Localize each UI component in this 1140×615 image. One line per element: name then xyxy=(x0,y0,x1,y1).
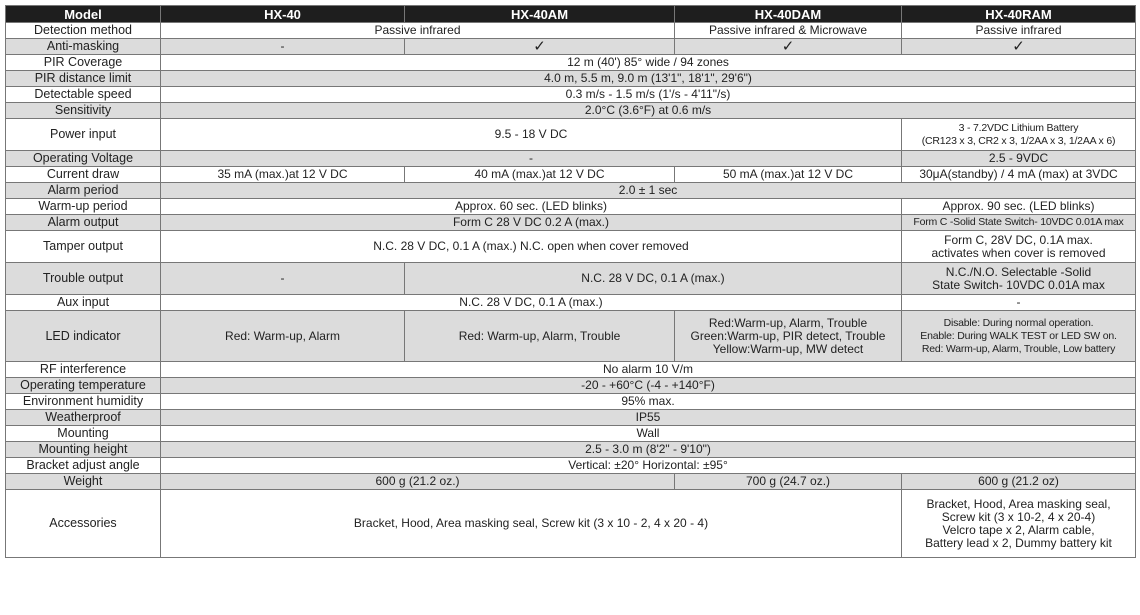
spec-label: PIR Coverage xyxy=(6,55,161,71)
spec-value-line: 2.5 - 3.0 m (8'2" - 9'10") xyxy=(585,442,711,456)
spec-value xyxy=(161,295,902,311)
spec-value-line: Enable: During WALK TEST or LED SW on. xyxy=(920,329,1117,342)
spec-value xyxy=(161,410,1136,426)
spec-value xyxy=(902,119,1136,151)
spec-value xyxy=(902,231,1136,263)
spec-label: Operating Voltage xyxy=(6,151,161,167)
spec-label: RF interference xyxy=(6,362,161,378)
spec-value-line: Red:Warm-up, Alarm, Trouble xyxy=(708,315,868,330)
spec-label: Weight xyxy=(6,474,161,490)
spec-value-line: 40 mA (max.)at 12 V DC xyxy=(474,167,605,181)
spec-value-line: Velcro tape x 2, Alarm cable, xyxy=(942,522,1095,537)
spec-label: Detectable speed xyxy=(6,87,161,103)
spec-row xyxy=(6,263,1136,295)
spec-row xyxy=(6,410,1136,426)
spec-row xyxy=(6,215,1136,231)
spec-value-line: 9.5 - 18 V DC xyxy=(494,127,568,141)
spec-value xyxy=(675,474,902,490)
spec-value xyxy=(161,167,405,183)
spec-label: Warm-up period xyxy=(6,199,161,215)
spec-value-line: - xyxy=(280,39,285,53)
spec-label: Sensitivity xyxy=(6,103,161,119)
spec-value-line: (CR123 x 3, CR2 x 3, 1/2AA x 3, 1/2AA x 6) xyxy=(921,134,1116,147)
spec-row xyxy=(6,490,1136,558)
spec-label: Anti-masking xyxy=(6,39,161,55)
spec-value xyxy=(161,39,405,55)
spec-value-line: State Switch- 10VDC 0.01A max xyxy=(932,277,1105,292)
spec-label: Alarm period xyxy=(6,183,161,199)
spec-value xyxy=(675,23,902,39)
spec-value-line: 600 g (21.2 oz) xyxy=(978,474,1059,488)
checkmark-icon: ✓ xyxy=(781,38,795,55)
spec-row xyxy=(6,71,1136,87)
spec-value-line: Passive infrared xyxy=(975,23,1062,37)
spec-value-line: 2.5 - 9VDC xyxy=(988,151,1049,165)
spec-label: Alarm output xyxy=(6,215,161,231)
spec-value-line: N.C./N.O. Selectable -Solid xyxy=(945,264,1092,279)
spec-value xyxy=(902,23,1136,39)
spec-label: Weatherproof xyxy=(6,410,161,426)
spec-label: Accessories xyxy=(6,490,161,558)
spec-value-line: - xyxy=(280,271,285,285)
spec-row xyxy=(6,311,1136,362)
spec-value xyxy=(405,167,675,183)
spec-row xyxy=(6,103,1136,119)
spec-value xyxy=(902,295,1136,311)
spec-value xyxy=(902,490,1136,558)
spec-value-line: Red: Warm-up, Alarm xyxy=(225,328,340,343)
spec-value-line: Bracket, Hood, Area masking seal, xyxy=(926,496,1111,511)
spec-value-line: 2.0°C (3.6°F) at 0.6 m/s xyxy=(584,103,712,117)
spec-value-line: Green:Warm-up, PIR detect, Trouble xyxy=(690,328,886,343)
spec-value-line: - xyxy=(529,151,533,165)
spec-value xyxy=(902,215,1136,231)
spec-value-line: Passive infrared & Microwave xyxy=(708,23,868,37)
spec-label: Power input xyxy=(6,119,161,151)
spec-value xyxy=(161,103,1136,119)
spec-value xyxy=(161,151,902,167)
spec-row xyxy=(6,23,1136,39)
spec-value-line: Vertical: ±20° Horizontal: ±95° xyxy=(568,458,728,472)
spec-label: Environment humidity xyxy=(6,394,161,410)
spec-row xyxy=(6,474,1136,490)
spec-label: PIR distance limit xyxy=(6,71,161,87)
spec-row xyxy=(6,183,1136,199)
spec-value xyxy=(161,183,1136,199)
spec-row xyxy=(6,378,1136,394)
spec-value xyxy=(161,55,1136,71)
spec-value xyxy=(161,394,1136,410)
spec-value-line: 0.3 m/s - 1.5 m/s (1'/s - 4'11"/s) xyxy=(565,87,731,101)
spec-value-line: 12 m (40') 85° wide / 94 zones xyxy=(567,55,729,69)
spec-value-line: Wall xyxy=(636,426,660,440)
spec-value xyxy=(902,263,1136,295)
spec-row xyxy=(6,39,1136,55)
header-model-hx-40dam: HX-40DAM xyxy=(675,6,902,23)
spec-value xyxy=(405,263,902,295)
spec-table-header xyxy=(6,6,1136,23)
spec-row xyxy=(6,362,1136,378)
spec-value xyxy=(161,378,1136,394)
spec-value-line: Passive infrared xyxy=(374,23,461,37)
spec-value xyxy=(902,311,1136,362)
spec-value-line: - xyxy=(1016,295,1021,309)
spec-value-line: 600 g (21.2 oz.) xyxy=(375,474,460,488)
spec-value-line: Battery lead x 2, Dummy battery kit xyxy=(925,535,1112,550)
spec-value xyxy=(902,199,1136,215)
spec-value-line: 3 - 7.2VDC Lithium Battery xyxy=(958,121,1079,134)
spec-value-line: Red: Warm-up, Alarm, Trouble, Low battery xyxy=(921,342,1116,355)
spec-value xyxy=(902,39,1136,55)
spec-value-line: Red: Warm-up, Alarm, Trouble xyxy=(458,328,621,343)
spec-value xyxy=(161,199,902,215)
header-row xyxy=(6,6,1136,23)
spec-row xyxy=(6,394,1136,410)
spec-value xyxy=(161,87,1136,103)
spec-value-line: Form C, 28V DC, 0.1A max. xyxy=(944,232,1093,247)
spec-value-line: N.C. 28 V DC, 0.1 A (max.) xyxy=(459,295,603,309)
spec-value xyxy=(161,490,902,558)
spec-value-line: 700 g (24.7 oz.) xyxy=(745,474,831,488)
spec-value-line: -20 - +60°C (-4 - +140°F) xyxy=(581,378,715,392)
spec-label: Mounting height xyxy=(6,442,161,458)
spec-value xyxy=(161,231,902,263)
spec-value xyxy=(902,474,1136,490)
spec-label: Operating temperature xyxy=(6,378,161,394)
spec-label: Trouble output xyxy=(6,263,161,295)
spec-value-line: Screw kit (3 x 10-2, 4 x 20-4) xyxy=(941,509,1096,524)
spec-row xyxy=(6,295,1136,311)
spec-value-line: Disable: During normal operation. xyxy=(943,316,1094,329)
spec-row xyxy=(6,426,1136,442)
spec-label: Mounting xyxy=(6,426,161,442)
spec-value-line: Form C -Solid State Switch- 10VDC 0.01A max xyxy=(913,216,1124,228)
spec-value xyxy=(161,23,675,39)
spec-value-line: IP55 xyxy=(635,410,661,424)
header-model-hx-40: HX-40 xyxy=(161,6,405,23)
spec-value xyxy=(675,167,902,183)
spec-label: Aux input xyxy=(6,295,161,311)
header-model-hx-40ram: HX-40RAM xyxy=(902,6,1136,23)
spec-value xyxy=(161,474,675,490)
spec-value-line: Approx. 60 sec. (LED blinks) xyxy=(454,199,608,213)
spec-value-line: 95% max. xyxy=(621,394,675,408)
spec-table xyxy=(5,5,1136,558)
spec-row xyxy=(6,55,1136,71)
spec-row xyxy=(6,119,1136,151)
spec-value-line: N.C. 28 V DC, 0.1 A (max.) N.C. open when cover removed xyxy=(373,239,689,253)
spec-value-line: N.C. 28 V DC, 0.1 A (max.) xyxy=(581,271,725,285)
spec-value xyxy=(161,458,1136,474)
spec-row xyxy=(6,151,1136,167)
spec-value-line: 2.0 ± 1 sec xyxy=(618,183,678,197)
spec-table-body xyxy=(6,23,1136,558)
spec-value xyxy=(161,442,1136,458)
spec-value xyxy=(161,215,902,231)
spec-value xyxy=(405,39,675,55)
spec-label: Bracket adjust angle xyxy=(6,458,161,474)
spec-value xyxy=(161,263,405,295)
spec-value-line: Bracket, Hood, Area masking seal, Screw kit (3 x 10 - 2, 4 x 20 - 4) xyxy=(353,516,709,530)
spec-value xyxy=(405,311,675,362)
header-model-hx-40am: HX-40AM xyxy=(405,6,675,23)
spec-label: Current draw xyxy=(6,167,161,183)
spec-value xyxy=(161,426,1136,442)
spec-value-line: Yellow:Warm-up, MW detect xyxy=(712,341,864,356)
spec-value xyxy=(902,167,1136,183)
spec-value-line: 4.0 m, 5.5 m, 9.0 m (13'1", 18'1", 29'6") xyxy=(544,71,752,85)
spec-value xyxy=(902,151,1136,167)
spec-value xyxy=(675,311,902,362)
spec-row xyxy=(6,167,1136,183)
spec-value-line: No alarm 10 V/m xyxy=(602,362,694,376)
spec-row xyxy=(6,87,1136,103)
spec-value-line: 50 mA (max.)at 12 V DC xyxy=(722,167,854,181)
spec-row xyxy=(6,231,1136,263)
spec-value xyxy=(161,71,1136,87)
spec-value-line: 35 mA (max.)at 12 V DC xyxy=(217,167,348,181)
spec-value-line: activates when cover is removed xyxy=(931,245,1106,260)
spec-value xyxy=(675,39,902,55)
spec-value-line: Approx. 90 sec. (LED blinks) xyxy=(942,199,1095,213)
spec-value xyxy=(161,119,902,151)
spec-value-line: 30μA(standby) / 4 mA (max) at 3VDC xyxy=(919,167,1118,181)
header-model-label: Model xyxy=(6,6,161,23)
spec-label: Tamper output xyxy=(6,231,161,263)
checkmark-icon: ✓ xyxy=(533,38,546,55)
checkmark-icon: ✓ xyxy=(1012,38,1025,55)
spec-value xyxy=(161,311,405,362)
spec-label: LED indicator xyxy=(6,311,161,362)
spec-row xyxy=(6,199,1136,215)
spec-row xyxy=(6,442,1136,458)
spec-value xyxy=(161,362,1136,378)
spec-label: Detection method xyxy=(6,23,161,39)
spec-value-line: Form C 28 V DC 0.2 A (max.) xyxy=(452,215,610,229)
spec-row xyxy=(6,458,1136,474)
